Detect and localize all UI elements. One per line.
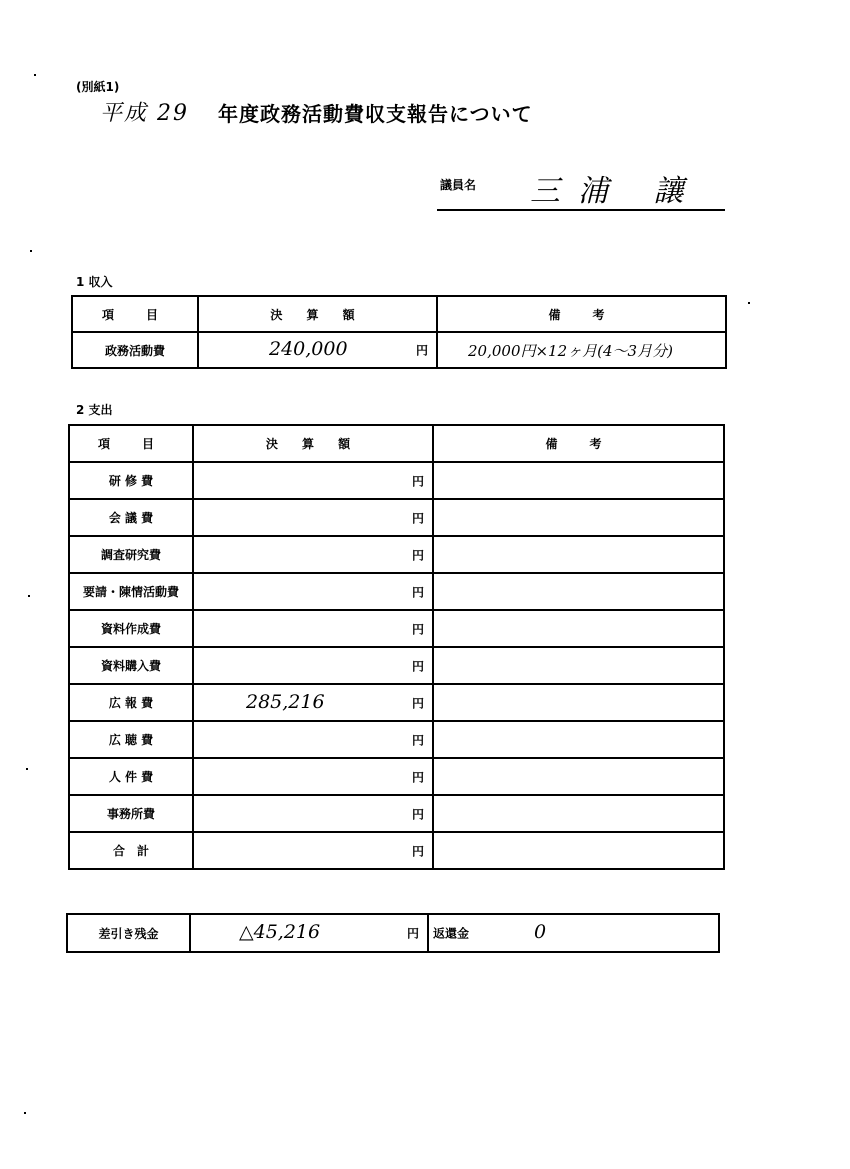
expense-yen: 円: [411, 511, 424, 525]
expense-item: 広 聴 費: [69, 721, 193, 758]
expense-row: [69, 536, 724, 573]
expense-amount: 285,216: [246, 690, 325, 713]
expense-amount-cell: [193, 758, 433, 795]
expense-amount-cell: [193, 499, 433, 536]
expense-amount-cell: [193, 647, 433, 684]
expense-item: 合 計: [69, 832, 193, 869]
expense-row: [69, 721, 724, 758]
scan-speck: [28, 595, 30, 597]
expense-row: [69, 499, 724, 536]
expense-amount-cell: [193, 832, 433, 869]
member-name-label: 議員名: [440, 178, 477, 192]
expense-yen: 円: [411, 844, 424, 858]
expense-yen: 円: [411, 622, 424, 636]
scan-speck: [748, 302, 750, 304]
expense-note-cell: [433, 721, 724, 758]
balance-label: 差引き残金: [67, 914, 190, 952]
expense-yen: 円: [411, 696, 424, 710]
income-yen: 円: [415, 343, 428, 358]
attachment-label: (別紙1): [76, 80, 120, 94]
expense-note-cell: [433, 573, 724, 610]
expense-row: [69, 832, 724, 869]
expense-note-cell: [433, 795, 724, 832]
expense-row: [69, 462, 724, 499]
expense-header-amount: 決 算 額: [193, 425, 433, 462]
income-note: 20,000円×12ヶ月(4〜3月分): [468, 341, 673, 360]
member-name-underline: [437, 209, 725, 211]
expense-yen: 円: [411, 585, 424, 599]
income-amount: 240,000: [269, 337, 348, 360]
expense-yen: 円: [411, 807, 424, 821]
expense-note-cell: [433, 758, 724, 795]
income-row: [72, 332, 726, 368]
page-title: 年度政務活動費収支報告について: [218, 102, 533, 126]
balance-amount: △45,216: [239, 920, 321, 943]
expense-header-note: 備 考: [433, 425, 724, 462]
expense-item: 資料作成費: [69, 610, 193, 647]
expense-note-cell: [433, 610, 724, 647]
expense-note-cell: [433, 832, 724, 869]
expense-row: [69, 610, 724, 647]
expense-section-label: 2 支出: [76, 403, 113, 417]
refund-cell: [428, 914, 719, 952]
expense-item: 調査研究費: [69, 536, 193, 573]
income-amount-cell: [198, 332, 437, 368]
era-year-handwritten: 平成 29: [100, 101, 189, 126]
expense-note-cell: [433, 499, 724, 536]
refund-label: 返還金: [433, 926, 470, 941]
income-table: [71, 295, 727, 369]
income-header-row: [72, 296, 726, 332]
member-name-handwritten: 三浦 讓: [530, 174, 702, 209]
expense-yen: 円: [411, 659, 424, 673]
expense-item: 広 報 費: [69, 684, 193, 721]
expense-item: 要請・陳情活動費: [69, 573, 193, 610]
income-header-amount: 決 算 額: [198, 296, 437, 332]
expense-note-cell: [433, 684, 724, 721]
expense-amount-cell: [193, 462, 433, 499]
balance-row: [67, 914, 719, 952]
expense-amount-cell: [193, 684, 433, 721]
expense-row: [69, 758, 724, 795]
scan-speck: [24, 1112, 26, 1114]
expense-amount-cell: [193, 573, 433, 610]
expense-yen: 円: [411, 733, 424, 747]
refund-value: 0: [534, 920, 547, 943]
balance-table: [66, 913, 720, 953]
scan-speck: [30, 250, 32, 252]
expense-row: [69, 647, 724, 684]
expense-row: [69, 684, 724, 721]
expense-yen: 円: [411, 548, 424, 562]
expense-item: 人 件 費: [69, 758, 193, 795]
expense-yen: 円: [411, 474, 424, 488]
expense-row: [69, 795, 724, 832]
expense-yen: 円: [411, 770, 424, 784]
expense-note-cell: [433, 536, 724, 573]
expense-amount-cell: [193, 795, 433, 832]
expense-item: 研 修 費: [69, 462, 193, 499]
expense-note-cell: [433, 647, 724, 684]
expense-item: 資料購入費: [69, 647, 193, 684]
expense-note-cell: [433, 462, 724, 499]
expense-table: [68, 424, 725, 870]
income-section-label: 1 収入: [76, 275, 113, 289]
income-note-cell: [437, 332, 726, 368]
balance-amount-cell: [190, 914, 428, 952]
expense-row: [69, 573, 724, 610]
income-header-note: 備 考: [437, 296, 726, 332]
expense-amount-cell: [193, 721, 433, 758]
balance-yen: 円: [406, 926, 419, 941]
expense-amount-cell: [193, 610, 433, 647]
expense-item: 会 議 費: [69, 499, 193, 536]
scan-speck: [26, 768, 28, 770]
income-item: 政務活動費: [72, 332, 198, 368]
scan-speck: [34, 74, 36, 76]
income-header-item: 項 目: [72, 296, 198, 332]
expense-amount-cell: [193, 536, 433, 573]
expense-item: 事務所費: [69, 795, 193, 832]
expense-header-row: [69, 425, 724, 462]
expense-header-item: 項 目: [69, 425, 193, 462]
